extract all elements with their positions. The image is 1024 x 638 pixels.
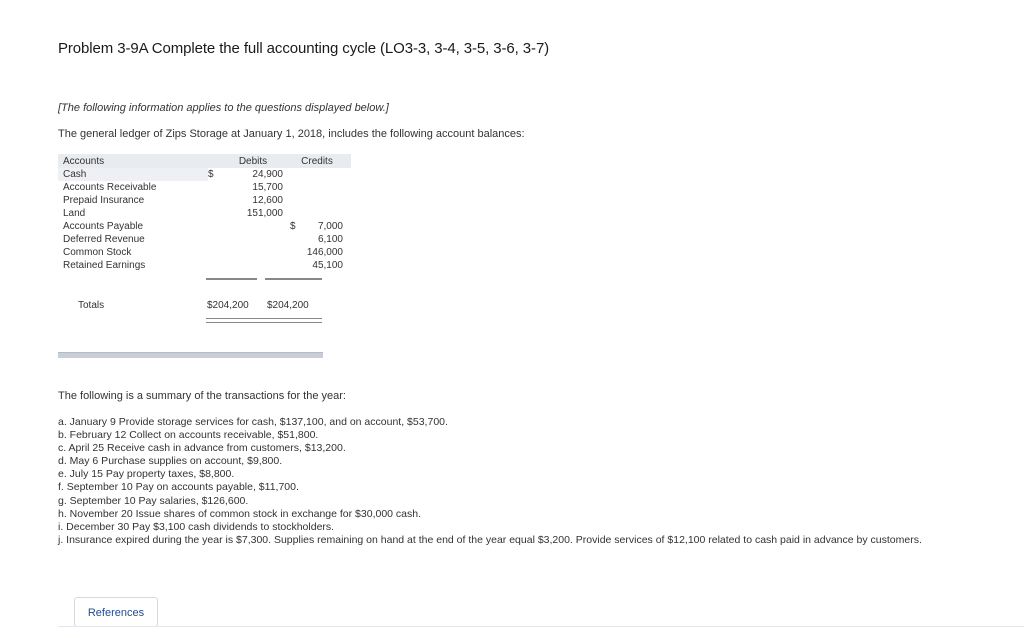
table-row — [58, 194, 351, 207]
table-row — [58, 220, 351, 233]
debit-cell — [208, 207, 283, 220]
list-item: d. May 6 Purchase supplies on account, $9,800. — [58, 455, 283, 468]
debit-value: 12,600 — [252, 195, 283, 206]
credit-cell — [283, 220, 351, 233]
account-name: Prepaid Insurance — [63, 195, 145, 206]
credit-value: 146,000 — [306, 247, 343, 258]
account-name: Accounts Receivable — [63, 182, 157, 193]
transactions-list — [58, 416, 922, 547]
info-note: [The following information applies to the questions displayed below.] — [58, 102, 389, 114]
debit-cell — [208, 233, 283, 246]
list-item: c. April 25 Receive cash in advance from customers, $13,200. — [58, 442, 346, 455]
table-row — [58, 207, 351, 220]
problem-title: Problem 3-9A Complete the full accounting cycle (LO3-3, 3-4, 3-5, 3-6, 3-7) — [58, 40, 550, 57]
credit-cell — [283, 168, 351, 181]
debit-value: 24,900 — [252, 169, 283, 180]
table-row — [58, 259, 351, 272]
table-row — [58, 168, 351, 181]
credit-cell — [283, 246, 351, 259]
debit-value: 15,700 — [252, 182, 283, 193]
credits-header: Credits — [283, 154, 351, 168]
table-row — [58, 246, 351, 259]
totals-credit: $204,200 — [267, 300, 309, 311]
credit-sum-line — [265, 278, 322, 280]
account-name: Cash — [58, 168, 208, 181]
summary-heading: The following is a summary of the transactions for the year: — [58, 390, 346, 402]
totals-debit: $204,200 — [207, 300, 249, 311]
ledger-table — [58, 154, 351, 272]
debit-cell — [208, 181, 283, 194]
list-item: h. November 20 Issue shares of common stock in exchange for $30,000 cash. — [58, 507, 422, 520]
credit-cell — [283, 194, 351, 207]
intro-text: The general ledger of Zips Storage at January 1, 2018, includes the following account balances: — [58, 128, 525, 140]
credit-cell — [283, 181, 351, 194]
list-item: a. January 9 Provide storage services for cash, $137,100, and on account, $53,700. — [58, 416, 448, 428]
debit-cell — [208, 259, 283, 272]
totals-double-underline-bottom — [206, 322, 322, 323]
totals-label: Totals — [78, 300, 105, 311]
credit-cell — [283, 233, 351, 246]
debit-value: 151,000 — [246, 208, 283, 219]
credit-value: 7,000 — [317, 221, 343, 232]
account-name: Accounts Payable — [63, 221, 144, 232]
references-button[interactable]: References — [74, 597, 158, 627]
list-item: g. September 10 Pay salaries, $126,600. — [58, 494, 249, 507]
credit-cell — [283, 207, 351, 220]
divider — [58, 626, 1024, 627]
account-name: Retained Earnings — [63, 260, 146, 271]
table-scroll-bar[interactable] — [58, 352, 323, 358]
account-name: Deferred Revenue — [63, 234, 145, 245]
list-item: i. December 30 Pay $3,100 cash dividends to stockholders. — [58, 520, 335, 533]
currency-symbol: $ — [208, 169, 214, 180]
list-item: j. Insurance expired during the year is $7,300. Supplies remaining on hand at the end of the year equal $3,200. Provide services of $12,100 related to cash paid in advance by customers. — [58, 533, 922, 546]
credit-value: 45,100 — [312, 260, 343, 271]
credit-value: 6,100 — [317, 234, 343, 245]
debits-header: Debits — [208, 154, 283, 168]
list-item: b. February 12 Collect on accounts receivable, $51,800. — [58, 429, 319, 442]
debit-cell — [208, 246, 283, 259]
debit-cell — [208, 168, 283, 181]
accounts-header: Accounts — [58, 154, 208, 168]
account-name: Land — [63, 208, 86, 219]
list-item: f. September 10 Pay on accounts payable, $11,700. — [58, 481, 299, 494]
table-row — [58, 181, 351, 194]
account-name: Common Stock — [63, 247, 132, 258]
ledger-header-row — [58, 154, 351, 168]
credit-cell — [283, 259, 351, 272]
list-item: e. July 15 Pay property taxes, $8,800. — [58, 468, 235, 481]
debit-cell — [208, 194, 283, 207]
debit-sum-line — [206, 278, 257, 280]
debit-cell — [208, 220, 283, 233]
totals-double-underline-top — [206, 318, 322, 319]
currency-symbol: $ — [290, 221, 296, 232]
table-row — [58, 233, 351, 246]
